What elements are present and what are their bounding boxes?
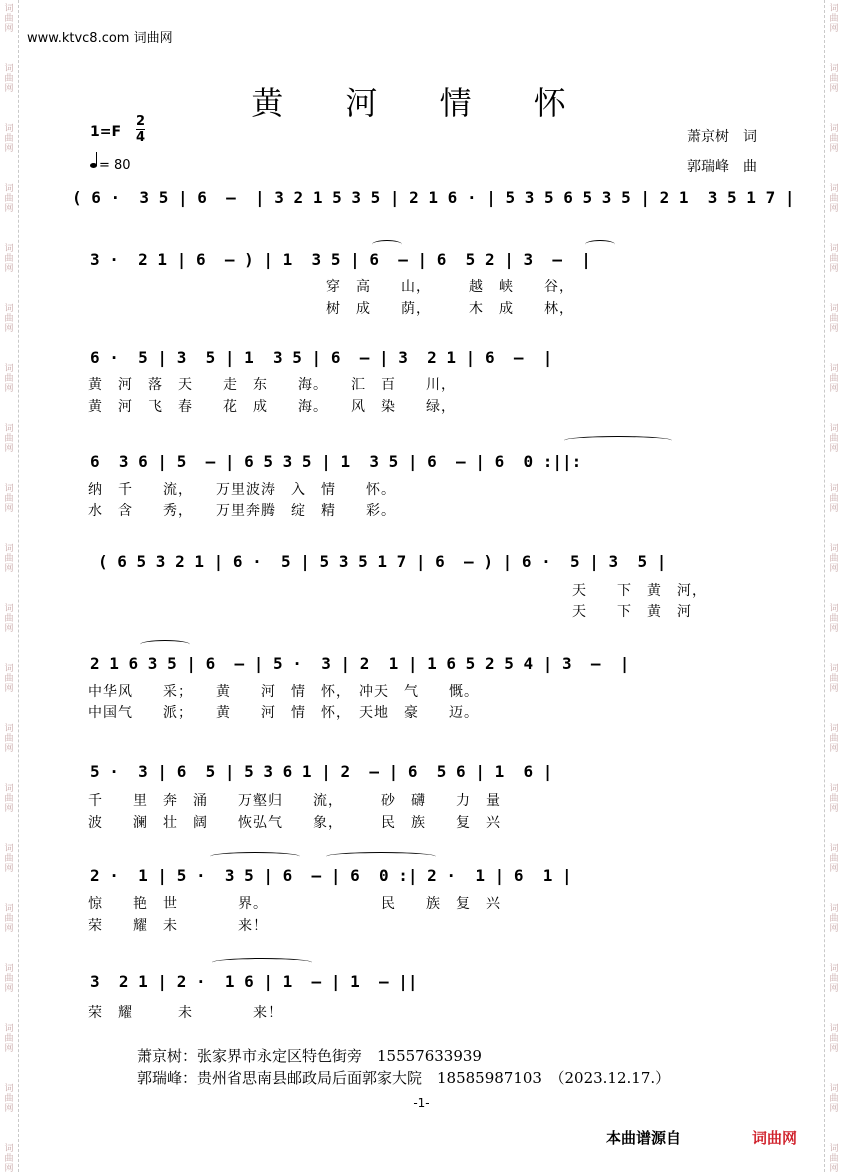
- watermark-glyph: 词 曲 网: [829, 964, 839, 994]
- lyric-line: 荣 耀 未 来！: [88, 918, 268, 934]
- slur-mark: [140, 640, 190, 649]
- staff-row: [70, 654, 760, 682]
- time-sig-denominator: 4: [136, 130, 146, 145]
- slur-mark: [372, 240, 402, 249]
- staff-row: [70, 452, 760, 480]
- source-brand-link[interactable]: 词曲网: [752, 1129, 798, 1147]
- slur-mark: [210, 852, 300, 861]
- watermark-glyph: 词 曲 网: [829, 544, 839, 574]
- watermark-glyph: 词 曲 网: [4, 4, 14, 34]
- staff-row: [70, 552, 760, 580]
- watermark-glyph: 词 曲 网: [4, 724, 14, 754]
- lyric-line: 纳 千 流， 万里波涛 入 情 怀。: [88, 482, 396, 498]
- watermark-glyph: 词 曲 网: [4, 1024, 14, 1054]
- watermark-glyph: 词 曲 网: [829, 904, 839, 934]
- watermark-glyph: 词 曲 网: [4, 1084, 14, 1114]
- notation-line: ( 6 5 3 2 1 | 6 · 5 | 5 3 5 1 7 | 6 — ) | 6 · 5 | 3 5 |: [98, 552, 667, 571]
- lyric-line: 穿 高 山， 越 峡 谷，: [326, 279, 574, 295]
- time-signature: [136, 114, 145, 145]
- lyric-line: 荣 耀 未 来！: [88, 1005, 283, 1021]
- notation-line: ( 6 · 3 5 | 6 — | 3 2 1 5 3 5 | 2 1 6 · | 5 3 5 6 5 3 5 | 2 1 3 5 1 7 |: [72, 188, 795, 207]
- watermark-glyph: 词 曲 网: [829, 1084, 839, 1114]
- key-signature: 1=F: [90, 124, 122, 140]
- watermark-glyph: 词 曲 网: [829, 1024, 839, 1054]
- site-label[interactable]: www.ktvc8.com 词曲网: [27, 31, 173, 46]
- watermark-glyph: 词 曲 网: [4, 244, 14, 274]
- watermark-glyph: 词 曲 网: [4, 784, 14, 814]
- notation-line: 2 1 6 3 5 | 6 — | 5 · 3 | 2 1 | 1 6 5 2 5 4 | 3 — |: [90, 654, 630, 673]
- page-number: -1-: [413, 1096, 430, 1110]
- watermark-glyph: 词 曲 网: [829, 844, 839, 874]
- watermark-glyph: 词 曲 网: [829, 784, 839, 814]
- staff-row: [70, 348, 760, 376]
- staff-row: [70, 972, 760, 1000]
- watermark-glyph: 词 曲 网: [4, 64, 14, 94]
- composer-credit: 郭瑞峰 曲: [687, 159, 757, 175]
- watermark-glyph: 词 曲 网: [829, 604, 839, 634]
- watermark-glyph: 词 曲 网: [829, 244, 839, 274]
- lyric-line: 中华风 采； 黄 河 情 怀， 冲天 气 慨。: [88, 684, 479, 700]
- watermark-glyph: 词 曲 网: [4, 364, 14, 394]
- watermark-glyph: 词 曲 网: [829, 484, 839, 514]
- watermark-glyph: 词 曲 网: [829, 184, 839, 214]
- watermark-glyph: 词 曲 网: [829, 64, 839, 94]
- staff-row: [70, 250, 760, 278]
- lyric-line: 千 里 奔 涌 万壑归 流， 砂 礴 力 量: [88, 793, 501, 809]
- watermark-glyph: 词 曲 网: [4, 544, 14, 574]
- notation-line: 5 · 3 | 6 5 | 5 3 6 1 | 2 — | 6 5 6 | 1 6 |: [90, 762, 553, 781]
- watermark-glyph: 词 曲 网: [4, 904, 14, 934]
- watermark-glyph: 词 曲 网: [4, 604, 14, 634]
- staff-row: [70, 188, 795, 216]
- staff-row: [70, 866, 760, 894]
- watermark-glyph: 词 曲 网: [4, 664, 14, 694]
- watermark-glyph: 词 曲 网: [4, 184, 14, 214]
- lyric-line: 中国气 派； 黄 河 情 怀， 天地 豪 迈。: [88, 705, 479, 721]
- watermark-glyph: 词 曲 网: [829, 4, 839, 34]
- watermark-glyph: 词 曲 网: [4, 844, 14, 874]
- composer-contact: 郭瑞峰：贵州省思南县邮政局后面郭家大院 18585987103 （2023.12.17.）: [137, 1069, 671, 1087]
- song-title: 黄 河 情 怀: [251, 84, 592, 122]
- slur-mark: [585, 240, 615, 249]
- watermark-glyph: 词 曲 网: [829, 724, 839, 754]
- slur-mark: [326, 852, 436, 861]
- slur-mark: [212, 958, 312, 967]
- watermark-glyph: 词 曲 网: [829, 1144, 839, 1174]
- lyric-line: 黄 河 落 天 走 东 海。 汇 百 川，: [88, 377, 456, 393]
- notation-line: 3 · 2 1 | 6 — ) | 1 3 5 | 6 — | 6 5 2 | 3 — |: [90, 250, 591, 269]
- tempo-mark: [90, 158, 131, 173]
- watermark-glyph: 词 曲 网: [829, 424, 839, 454]
- watermark-glyph: 词 曲 网: [4, 964, 14, 994]
- watermark-glyph: 词 曲 网: [4, 424, 14, 454]
- lyric-line: 波 澜 壮 阔 恢弘气 象， 民 族 复 兴: [88, 815, 501, 831]
- watermark-glyph: 词 曲 网: [4, 1144, 14, 1174]
- quarter-note-icon: [90, 163, 97, 168]
- watermark-glyph: 词 曲 网: [4, 304, 14, 334]
- lyric-line: 天 下 黄 河: [572, 604, 692, 620]
- source-label: 本曲谱源自: [606, 1129, 682, 1147]
- staff-row: [70, 762, 760, 790]
- watermark-glyph: 词 曲 网: [4, 124, 14, 154]
- lyricist-contact: 萧京树：张家界市永定区特色街旁 15557633939: [137, 1047, 482, 1065]
- notation-line: 6 3 6 | 5 — | 6 5 3 5 | 1 3 5 | 6 — | 6 0 :||:: [90, 452, 582, 471]
- lyric-line: 黄 河 飞 春 花 成 海。 风 染 绿，: [88, 399, 456, 415]
- watermark-glyph: 词 曲 网: [829, 124, 839, 154]
- notation-line: 2 · 1 | 5 · 3 5 | 6 — | 6 0 :| 2 · 1 | 6 1 |: [90, 866, 572, 885]
- lyricist-credit: 萧京树 词: [687, 129, 757, 145]
- lyric-line: 水 含 秀， 万里奔腾 绽 精 彩。: [88, 503, 396, 519]
- slur-mark: [564, 436, 672, 445]
- watermark-glyph: 词 曲 网: [4, 484, 14, 514]
- watermark-glyph: 词 曲 网: [829, 664, 839, 694]
- tempo-value: = 80: [99, 158, 131, 173]
- notation-line: 6 · 5 | 3 5 | 1 3 5 | 6 — | 3 2 1 | 6 — |: [90, 348, 553, 367]
- time-sig-numerator: 2: [136, 114, 146, 129]
- watermark-glyph: 词 曲 网: [829, 304, 839, 334]
- lyric-line: 树 成 荫， 木 成 林，: [326, 301, 574, 317]
- notation-line: 3 2 1 | 2 · 1 6 | 1 — | 1 — ||: [90, 972, 418, 991]
- lyric-line: 天 下 黄 河，: [572, 583, 707, 599]
- left-watermark-strip: [0, 0, 19, 1172]
- watermark-glyph: 词 曲 网: [829, 364, 839, 394]
- lyric-line: 惊 艳 世 界。 民 族 复 兴: [88, 896, 501, 912]
